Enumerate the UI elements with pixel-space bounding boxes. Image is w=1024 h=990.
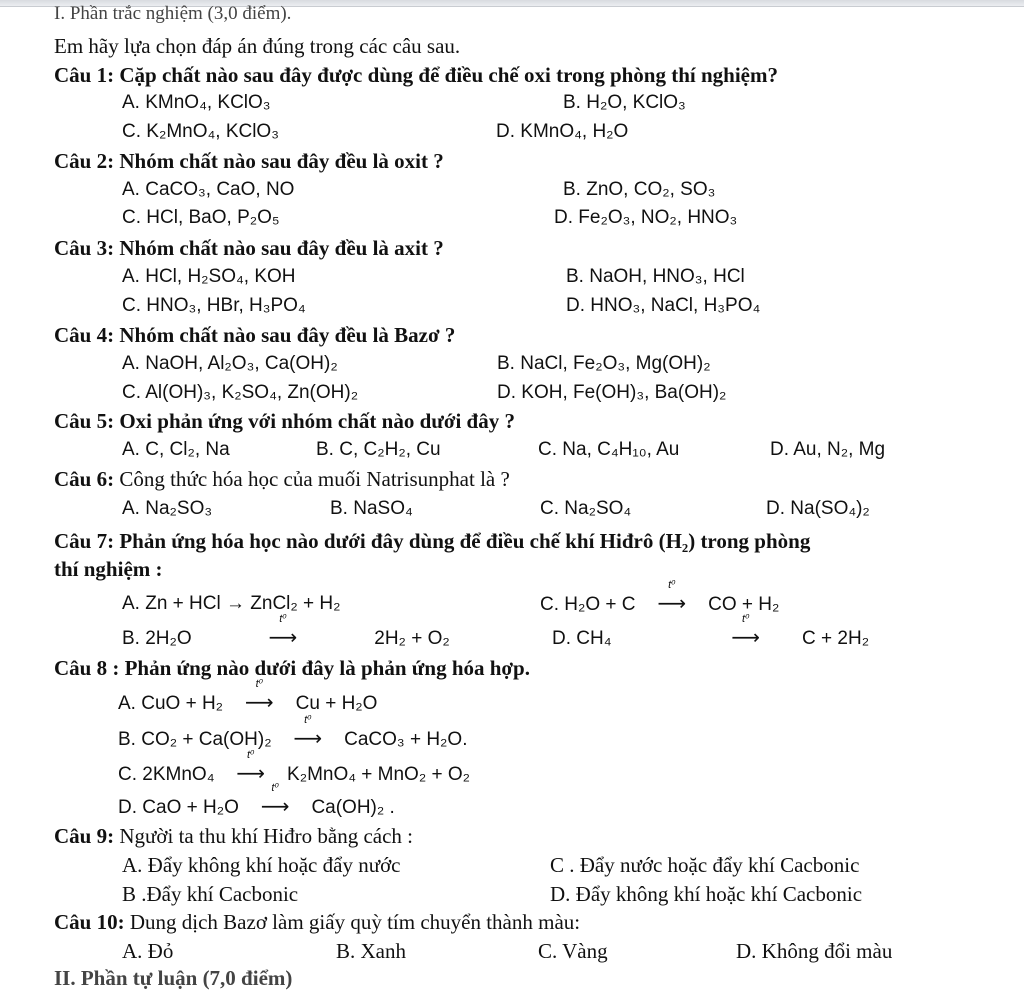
- q7-d-products: C + 2H₂: [802, 628, 870, 649]
- heat-arrow: t⁰ ⟶: [260, 782, 290, 818]
- q8-a-products: Cu + H₂O: [295, 693, 378, 714]
- q5-option-d: D. Au, N₂, Mg: [770, 439, 886, 460]
- q9-option-b: B .Đẩy khí Cacbonic: [122, 882, 299, 906]
- q1-option-d: D. KMnO₄, H₂O: [496, 121, 629, 142]
- q1-text: Cặp chất nào sau đây được dùng để điều chế oxi trong phòng thí nghiệm?: [119, 63, 778, 87]
- q3-option-b: B. NaOH, HNO₃, HCl: [566, 266, 745, 287]
- instruction: Em hãy lựa chọn đáp án đúng trong các câu sau.: [54, 34, 461, 58]
- q8-d-products: Ca(OH)₂ .: [311, 797, 395, 818]
- q1-option-b: B. H₂O, KClO₃: [563, 92, 686, 113]
- q6-option-b: B. NaSO₄: [330, 498, 413, 519]
- q7-text: Phản ứng hóa học nào dưới đây dùng để điều chế khí Hiđrô (H₂) trong phòng: [119, 529, 811, 553]
- question-1: [54, 63, 778, 87]
- q2-option-b: B. ZnO, CO₂, SO₃: [563, 179, 716, 200]
- q3-option-c: C. HNO₃, HBr, H₃PO₄: [122, 295, 306, 316]
- q6-text: Công thức hóa học của muối Natrisunphat là ?: [119, 467, 510, 491]
- q8-b-products: CaCO₃ + H₂O.: [344, 729, 468, 750]
- q8-text: Phản ứng nào dưới đây là phản ứng hóa hợp.: [124, 656, 530, 680]
- q8-d-reactants: D. CaO + H₂O: [118, 797, 239, 818]
- q6-option-c: C. Na₂SO₄: [540, 498, 632, 519]
- q4-option-d: D. KOH, Fe(OH)₃, Ba(OH)₂: [497, 382, 727, 403]
- heat-arrow: t⁰ ⟶: [236, 749, 266, 785]
- q5-label: Câu 5:: [54, 409, 115, 433]
- q2-option-c: C. HCl, BaO, P₂O₅: [122, 207, 280, 228]
- q7-c-reactants: C. H₂O + C: [540, 594, 636, 615]
- q6-option-d: D. Na(SO₄)₂: [766, 498, 870, 519]
- q2-option-d: D. Fe₂O₃, NO₂, HNO₃: [554, 207, 738, 228]
- q7-option-d: [552, 613, 870, 651]
- heat-arrow: t⁰ ⟶: [657, 579, 687, 615]
- question-4: [54, 323, 455, 347]
- q2-option-a: A. CaCO₃, CaO, NO: [122, 179, 295, 200]
- q1-option-a: A. KMnO₄, KClO₃: [122, 92, 271, 113]
- q5-option-a: A. C, Cl₂, Na: [122, 439, 230, 460]
- q4-text: Nhóm chất nào sau đây đều là Bazơ ?: [119, 323, 456, 347]
- heat-arrow: t⁰ ⟶: [293, 714, 323, 750]
- q6-option-a: A. Na₂SO₃: [122, 498, 213, 519]
- q9-option-d: D. Đẩy không khí hoặc khí Cacbonic: [550, 882, 863, 906]
- question-3: [54, 236, 444, 260]
- q8-label: Câu 8 :: [54, 656, 120, 680]
- q9-text: Người ta thu khí Hiđro bằng cách :: [119, 824, 414, 848]
- q7-c-products: CO + H₂: [708, 594, 780, 615]
- q7-d-reactants: D. CH₄: [552, 628, 612, 649]
- q7-option-b: [122, 613, 450, 651]
- q5-option-c: C. Na, C₄H₁₀, Au: [538, 439, 680, 460]
- q9-option-a: A. Đẩy không khí hoặc đẩy nước: [122, 853, 401, 877]
- q7-text-continued: thí nghiệm :: [54, 557, 163, 581]
- q4-label: Câu 4:: [54, 323, 115, 347]
- q4-option-c: C. Al(OH)₃, K₂SO₄, Zn(OH)₂: [122, 382, 359, 403]
- question-8: [54, 656, 530, 680]
- q5-option-b: B. C, C₂H₂, Cu: [316, 439, 441, 460]
- question-7: [54, 529, 810, 553]
- q9-option-c: C . Đẩy nước hoặc đẩy khí Cacbonic: [550, 853, 860, 877]
- q10-option-c: C. Vàng: [538, 939, 608, 963]
- question-2: [54, 149, 444, 173]
- q8-option-a: [118, 678, 378, 716]
- q7-label: Câu 7:: [54, 529, 115, 553]
- q10-option-b: B. Xanh: [336, 939, 406, 963]
- q10-label: Câu 10:: [54, 910, 125, 934]
- q9-label: Câu 9:: [54, 824, 115, 848]
- q8-option-b: [118, 714, 468, 752]
- q4-option-b: B. NaCl, Fe₂O₃, Mg(OH)₂: [497, 353, 711, 374]
- q7-b-products: 2H₂ + O₂: [374, 628, 450, 649]
- q8-c-products: K₂MnO₄ + MnO₂ + O₂: [287, 764, 471, 785]
- section-header: I. Phần trắc nghiệm (3,0 điểm).: [54, 3, 292, 24]
- q1-option-c: C. K₂MnO₄, KClO₃: [122, 121, 279, 142]
- q3-text: Nhóm chất nào sau đây đều là axit ?: [119, 236, 444, 260]
- q4-option-a: A. NaOH, Al₂O₃, Ca(OH)₂: [122, 353, 338, 374]
- question-10: [54, 910, 580, 934]
- q7-b-reactants: B. 2H₂O: [122, 628, 192, 649]
- heat-arrow: t⁰ ⟶: [245, 678, 274, 714]
- q10-option-a: A. Đỏ: [122, 939, 174, 963]
- q3-option-d: D. HNO₃, NaCl, H₃PO₄: [566, 295, 761, 316]
- q5-text: Oxi phản ứng với nhóm chất nào dưới đây ?: [119, 409, 515, 433]
- q1-label: Câu 1:: [54, 63, 115, 87]
- heat-arrow: t⁰ ⟶: [268, 613, 298, 649]
- q8-option-d: [118, 782, 395, 820]
- q8-b-reactants: B. CO₂ + Ca(OH)₂: [118, 729, 272, 750]
- q8-c-reactants: C. 2KMnO₄: [118, 764, 215, 785]
- q3-label: Câu 3:: [54, 236, 115, 260]
- q10-option-d: D. Không đổi màu: [736, 939, 893, 963]
- question-5: [54, 409, 515, 433]
- question-6: [54, 467, 510, 491]
- q2-label: Câu 2:: [54, 149, 115, 173]
- q2-text: Nhóm chất nào sau đây đều là oxit ?: [119, 149, 444, 173]
- q6-label: Câu 6:: [54, 467, 115, 491]
- q8-a-reactants: A. CuO + H₂: [118, 693, 224, 714]
- question-9: [54, 824, 413, 848]
- q3-option-a: A. HCl, H₂SO₄, KOH: [122, 266, 296, 287]
- q7-option-a: A. Zn + HCl → ZnCl₂ + H₂: [122, 593, 341, 614]
- q10-text: Dung dịch Bazơ làm giấy quỳ tím chuyển thành màu:: [129, 910, 581, 934]
- heat-arrow: t⁰ ⟶: [731, 613, 761, 649]
- section-footer: II. Phần tự luận (7,0 điểm): [54, 966, 293, 990]
